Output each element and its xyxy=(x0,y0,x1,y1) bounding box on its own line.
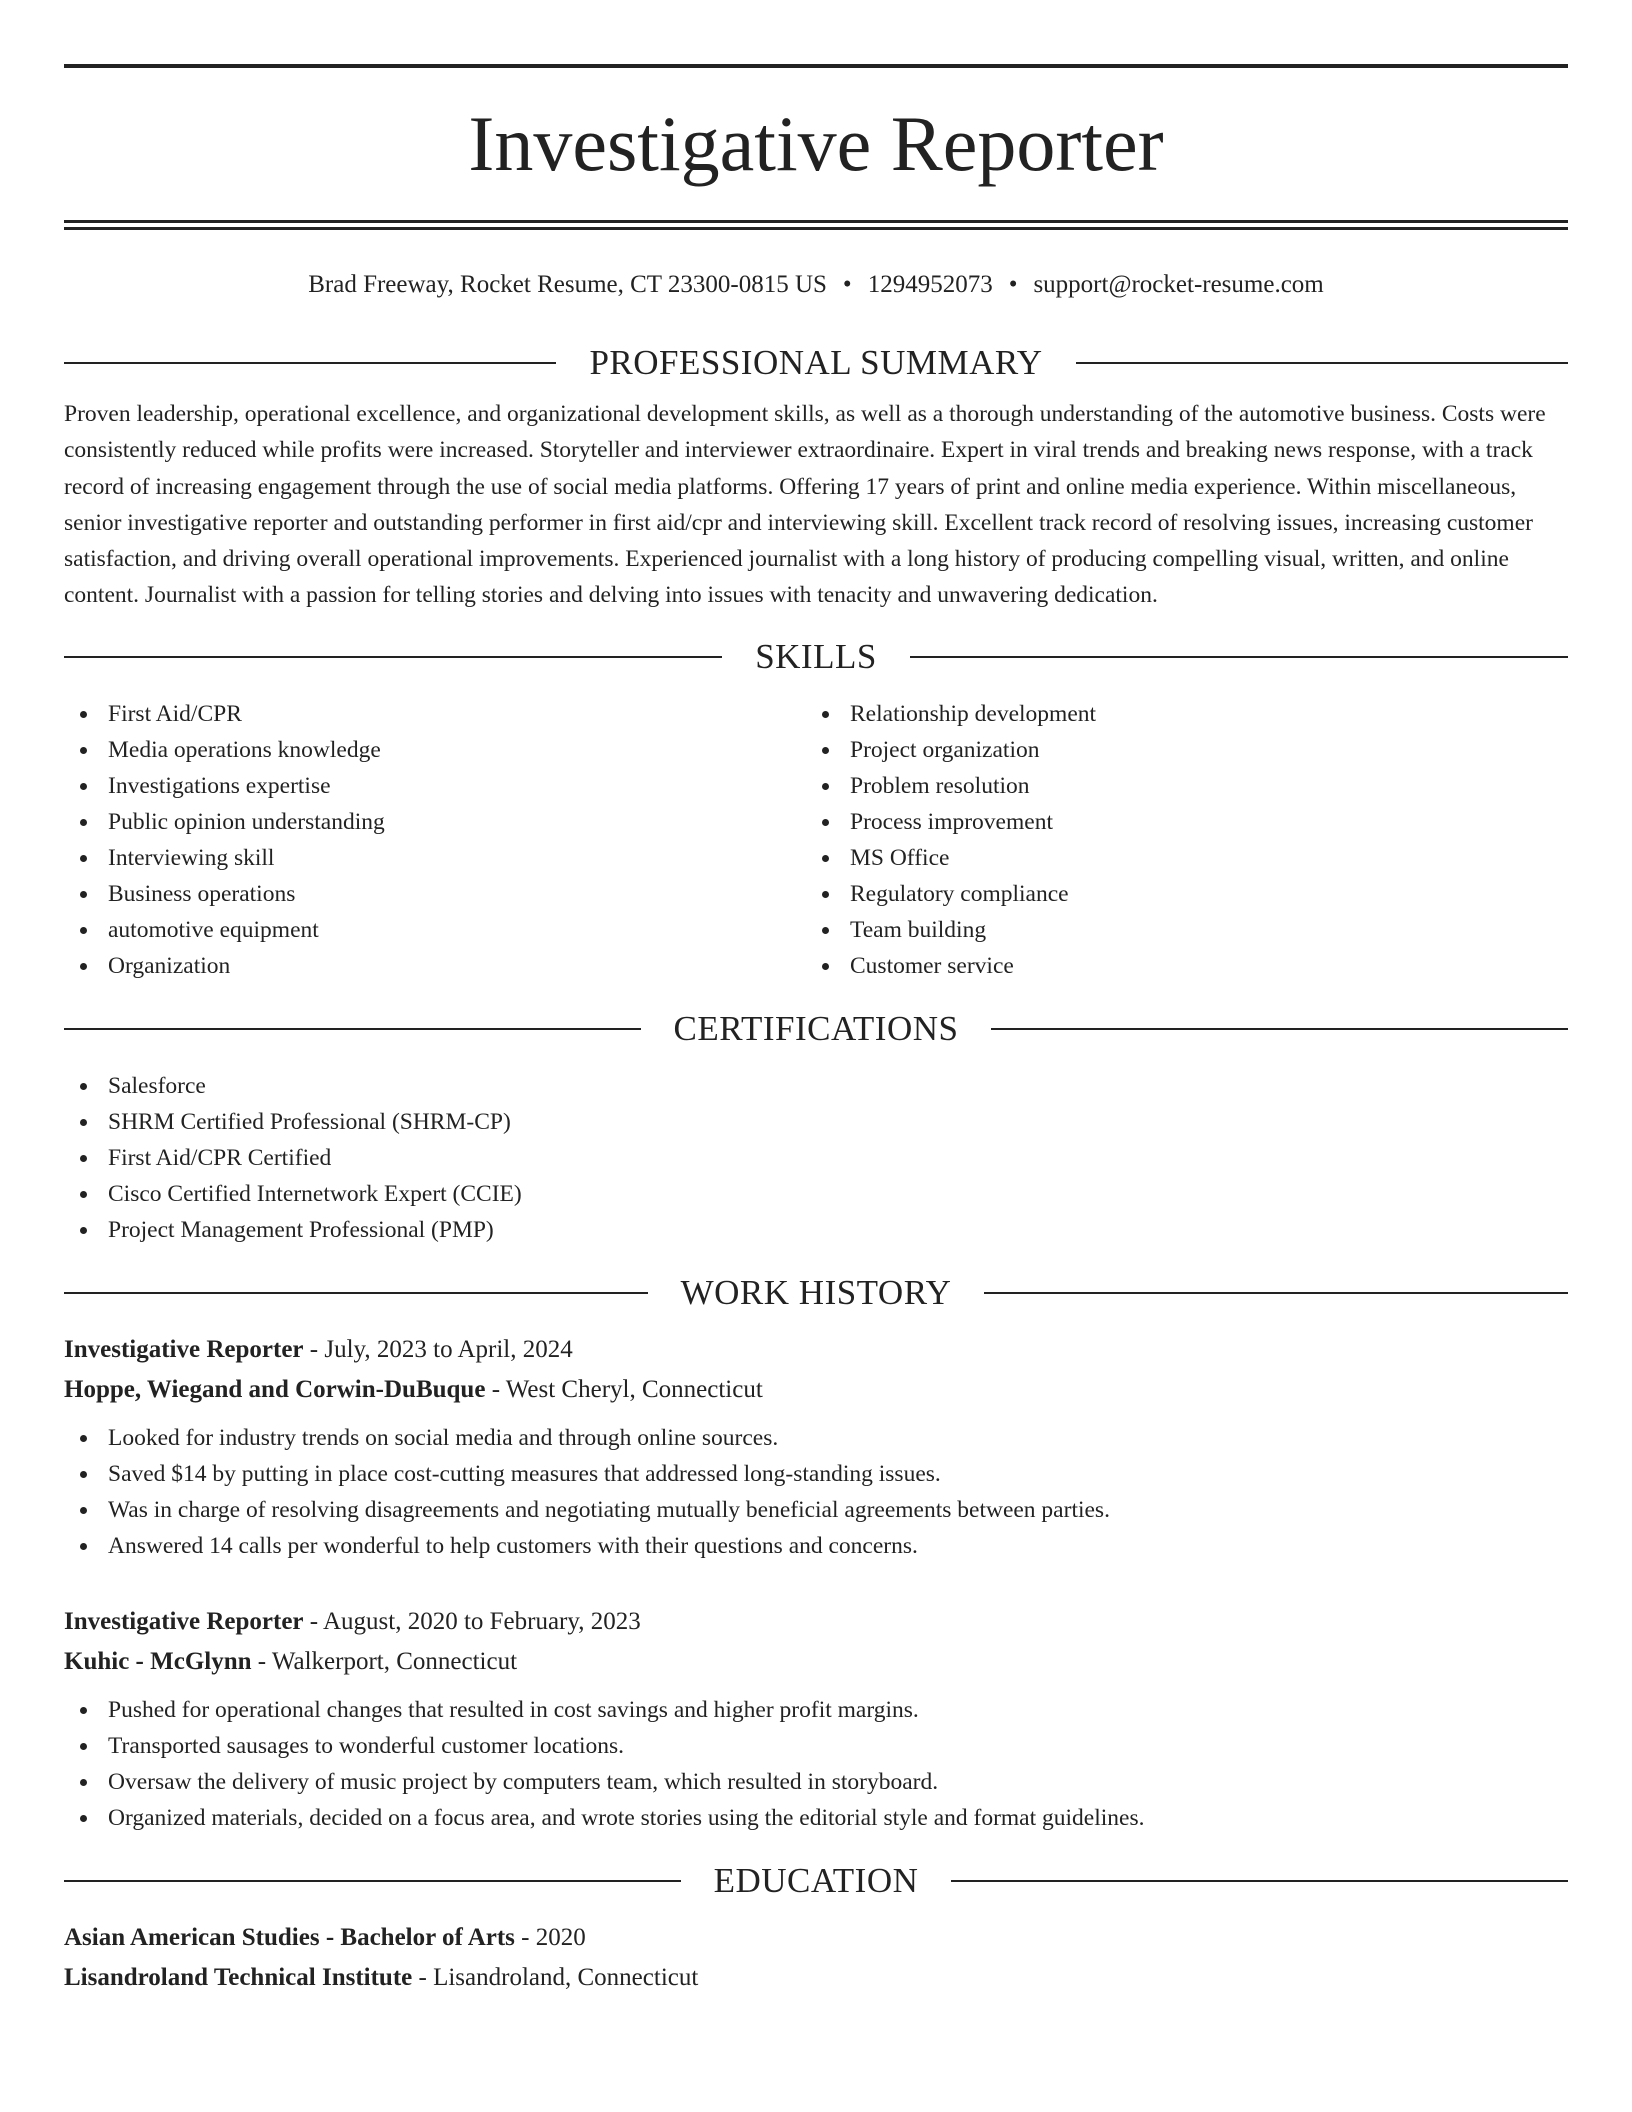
heading-rule xyxy=(64,362,556,364)
job-company: Hoppe, Wiegand and Corwin-DuBuque xyxy=(64,1375,486,1403)
skill-item: Media operations knowledge xyxy=(64,732,806,768)
heading-rule xyxy=(64,1880,681,1882)
certification-item: First Aid/CPR Certified xyxy=(64,1140,1568,1176)
skill-item: Regulatory compliance xyxy=(806,876,1548,912)
job-bullet: Saved $14 by putting in place cost-cutting measures that addressed long-standing issues. xyxy=(64,1456,1568,1492)
heading-rule xyxy=(910,656,1568,658)
job-role: Investigative Reporter xyxy=(64,1607,304,1635)
title-double-rule xyxy=(64,220,1568,230)
top-rule xyxy=(64,64,1568,68)
skill-item: First Aid/CPR xyxy=(64,696,806,732)
education-degree-line xyxy=(64,1918,1568,1958)
job-bullet: Oversaw the delivery of music project by computers team, which resulted in storyboard. xyxy=(64,1764,1568,1800)
heading-rule xyxy=(1076,362,1568,364)
job-title-line xyxy=(64,1602,1568,1642)
certifications-heading xyxy=(64,1006,1568,1052)
summary-heading xyxy=(64,340,1568,386)
job-role: Investigative Reporter xyxy=(64,1335,304,1363)
skill-item: Business operations xyxy=(64,876,806,912)
certification-item: Salesforce xyxy=(64,1068,1568,1104)
work-history-heading-label: WORK HISTORY xyxy=(680,1272,952,1312)
job-location: - Walkerport, Connecticut xyxy=(251,1647,518,1675)
skills-column-left xyxy=(64,696,806,984)
resume-title: Investigative Reporter xyxy=(468,100,1164,187)
job-bullet: Answered 14 calls per wonderful to help customers with their questions and concerns. xyxy=(64,1528,1568,1564)
skill-item: Interviewing skill xyxy=(64,840,806,876)
skill-item: Customer service xyxy=(806,948,1548,984)
skills-column-right xyxy=(806,696,1548,984)
education-year: - 2020 xyxy=(514,1923,586,1951)
summary-heading-label: PROFESSIONAL SUMMARY xyxy=(589,343,1043,382)
certification-item: Cisco Certified Internetwork Expert (CCIE) xyxy=(64,1176,1568,1212)
summary-text: Proven leadership, operational excellence, and organizational development skills, as well as a thorough understanding of the automotive business. Costs were consistently reduced while profits were increased. Storyteller and interviewer extraordinaire. Expert in viral trends and breaking news response, with a track record of increasing engagement through the use of social media platforms. Offering 17 years of print and online media experience. Within miscellaneous, senior investigative reporter and outstanding performer in first aid/cpr and interviewing skill. Excellent track record of resolving issues, increasing customer satisfaction, and driving overall operational improvements. Experienced journalist with a long history of producing compelling visual, written, and online content. Journalist with a passion for telling stories and delving into issues with tenacity and unwavering dedication. xyxy=(64,401,1546,609)
skill-item: Project organization xyxy=(806,732,1548,768)
education-location: - Lisandroland, Connecticut xyxy=(412,1963,699,1991)
job-entry xyxy=(64,1330,1568,1564)
job-company-line xyxy=(64,1642,1568,1682)
certification-item: SHRM Certified Professional (SHRM-CP) xyxy=(64,1104,1568,1140)
contact-separator: • xyxy=(842,271,852,298)
resume-page xyxy=(64,64,1568,1998)
certifications-list xyxy=(64,1068,1568,1248)
job-title-line xyxy=(64,1330,1568,1370)
heading-rule xyxy=(984,1292,1568,1294)
education-heading-label: EDUCATION xyxy=(713,1860,919,1900)
job-bullets xyxy=(64,1420,1568,1564)
job-bullets xyxy=(64,1692,1568,1836)
heading-rule xyxy=(64,1028,641,1030)
contact-line xyxy=(64,268,1568,302)
job-bullet: Looked for industry trends on social media and through online sources. xyxy=(64,1420,1568,1456)
job-bullet: Organized materials, decided on a focus area, and wrote stories using the editorial style and format guidelines. xyxy=(64,1800,1568,1836)
education-entry xyxy=(64,1918,1568,1998)
skills-heading xyxy=(64,634,1568,680)
skill-item: Team building xyxy=(806,912,1548,948)
heading-rule xyxy=(64,1292,648,1294)
skills-heading-label: SKILLS xyxy=(755,636,877,676)
skill-item: MS Office xyxy=(806,840,1548,876)
heading-rule xyxy=(951,1880,1568,1882)
skill-item: Organization xyxy=(64,948,806,984)
education-school-line xyxy=(64,1958,1568,1998)
job-location: - West Cheryl, Connecticut xyxy=(485,1375,763,1403)
job-company-line xyxy=(64,1370,1568,1410)
work-history-heading xyxy=(64,1270,1568,1316)
heading-rule xyxy=(991,1028,1568,1030)
education-heading xyxy=(64,1858,1568,1904)
certification-item: Project Management Professional (PMP) xyxy=(64,1212,1568,1248)
job-dates: - July, 2023 to April, 2024 xyxy=(303,1335,573,1363)
job-bullet: Was in charge of resolving disagreements and negotiating mutually beneficial agreements between parties. xyxy=(64,1492,1568,1528)
skills-list xyxy=(64,696,1568,984)
job-bullet: Pushed for operational changes that resulted in cost savings and higher profit margins. xyxy=(64,1692,1568,1728)
skill-item: Relationship development xyxy=(806,696,1548,732)
contact-separator: • xyxy=(1008,271,1018,298)
heading-rule xyxy=(64,656,722,658)
skill-item: Problem resolution xyxy=(806,768,1548,804)
skill-item: Public opinion understanding xyxy=(64,804,806,840)
contact-email: support@rocket-resume.com xyxy=(1033,271,1324,298)
skill-item: Process improvement xyxy=(806,804,1548,840)
education-degree: Asian American Studies - Bachelor of Arts xyxy=(64,1923,515,1951)
skill-item: automotive equipment xyxy=(64,912,806,948)
education-school: Lisandroland Technical Institute xyxy=(64,1963,413,1991)
job-entry xyxy=(64,1602,1568,1836)
skill-item: Investigations expertise xyxy=(64,768,806,804)
job-dates: - August, 2020 to February, 2023 xyxy=(303,1607,641,1635)
certifications-heading-label: CERTIFICATIONS xyxy=(673,1008,959,1048)
job-company: Kuhic - McGlynn xyxy=(64,1647,252,1675)
contact-address: Brad Freeway, Rocket Resume, CT 23300-0815 US xyxy=(308,271,827,298)
job-bullet: Transported sausages to wonderful customer locations. xyxy=(64,1728,1568,1764)
contact-phone: 1294952073 xyxy=(867,271,993,298)
